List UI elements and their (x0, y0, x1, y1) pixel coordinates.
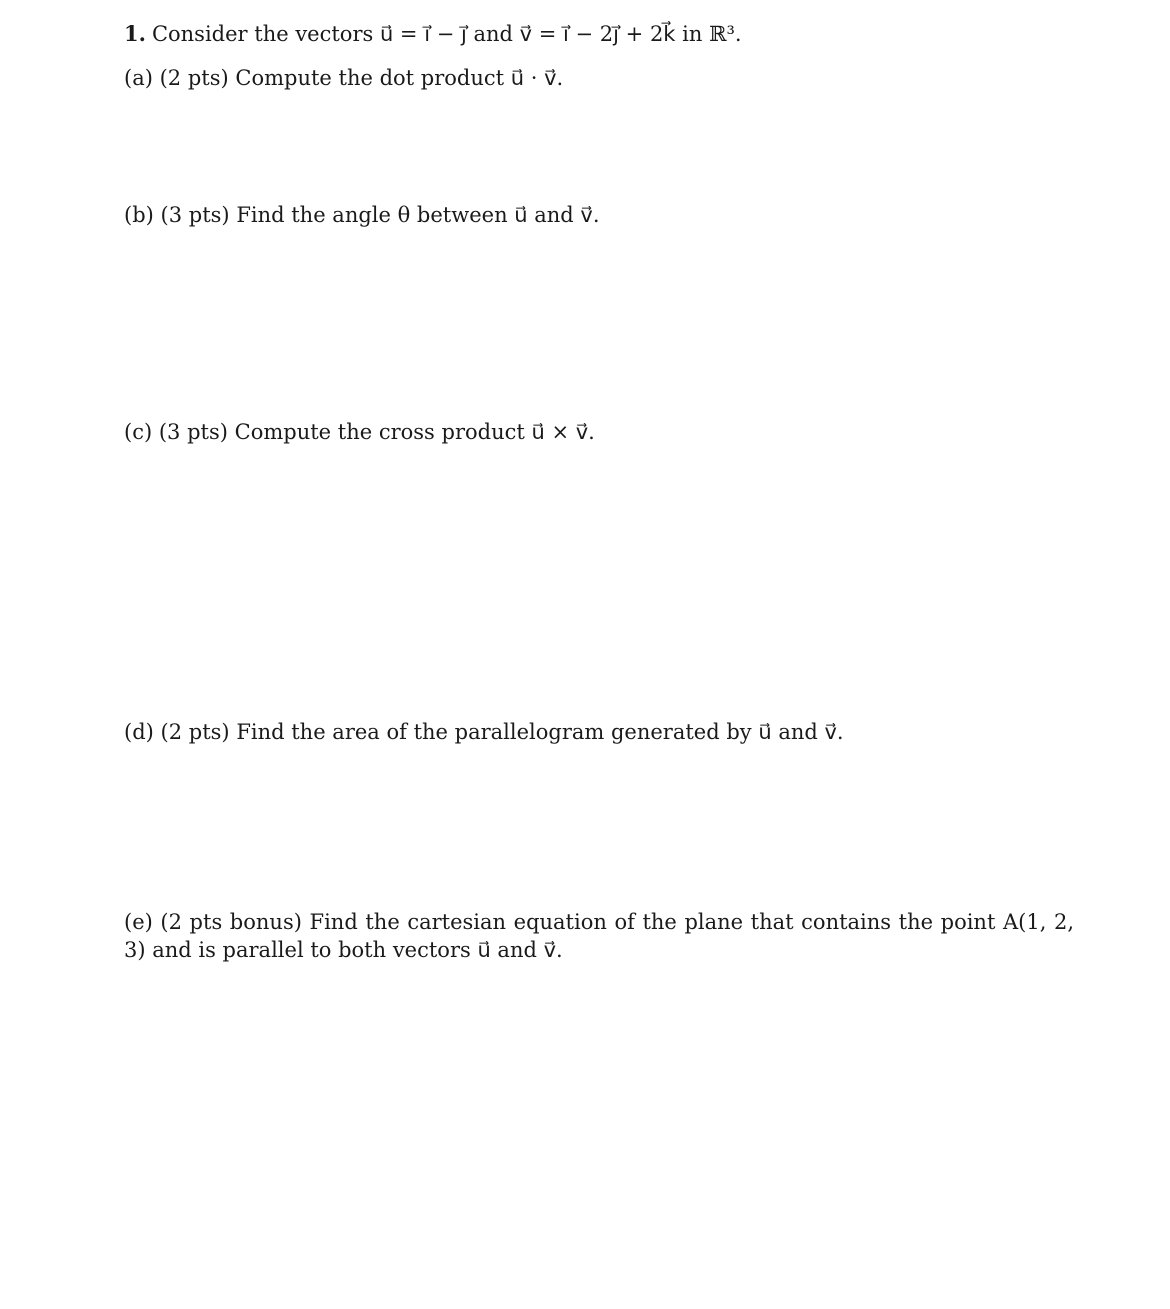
part-a (124, 64, 563, 92)
part-a-label: (a) (124, 66, 153, 90)
part-e-label: (e) (124, 910, 153, 934)
part-b (124, 201, 600, 229)
part-e-points: (2 pts bonus) (160, 910, 302, 934)
part-d-label: (d) (124, 720, 154, 744)
part-e (124, 908, 1074, 964)
part-a-text: Compute the dot product u⃗ · v⃗. (235, 66, 564, 90)
part-c (124, 418, 595, 446)
part-d (124, 718, 844, 746)
part-c-label: (c) (124, 420, 153, 444)
part-d-text: Find the area of the parallelogram generated by u⃗ and v⃗. (236, 720, 844, 744)
part-e-text: Find the cartesian equation of the plane that contains the point A(1, 2, 3) and is parallel to both vectors u⃗ and v⃗. (124, 910, 1074, 962)
problem-statement (124, 20, 742, 48)
problem-number: 1. (124, 21, 146, 46)
part-b-text: Find the angle θ between u⃗ and v⃗. (236, 203, 600, 227)
part-c-text: Compute the cross product u⃗ × v⃗. (234, 420, 595, 444)
part-b-label: (b) (124, 203, 154, 227)
part-c-points: (3 pts) (158, 420, 228, 444)
part-a-points: (2 pts) (159, 66, 229, 90)
part-b-points: (3 pts) (160, 203, 230, 227)
problem-text: Consider the vectors u⃗ = i⃗ − j⃗ and v⃗ = i⃗ − 2j⃗ + 2k⃗ in ℝ³. (151, 22, 742, 46)
part-d-points: (2 pts) (160, 720, 230, 744)
